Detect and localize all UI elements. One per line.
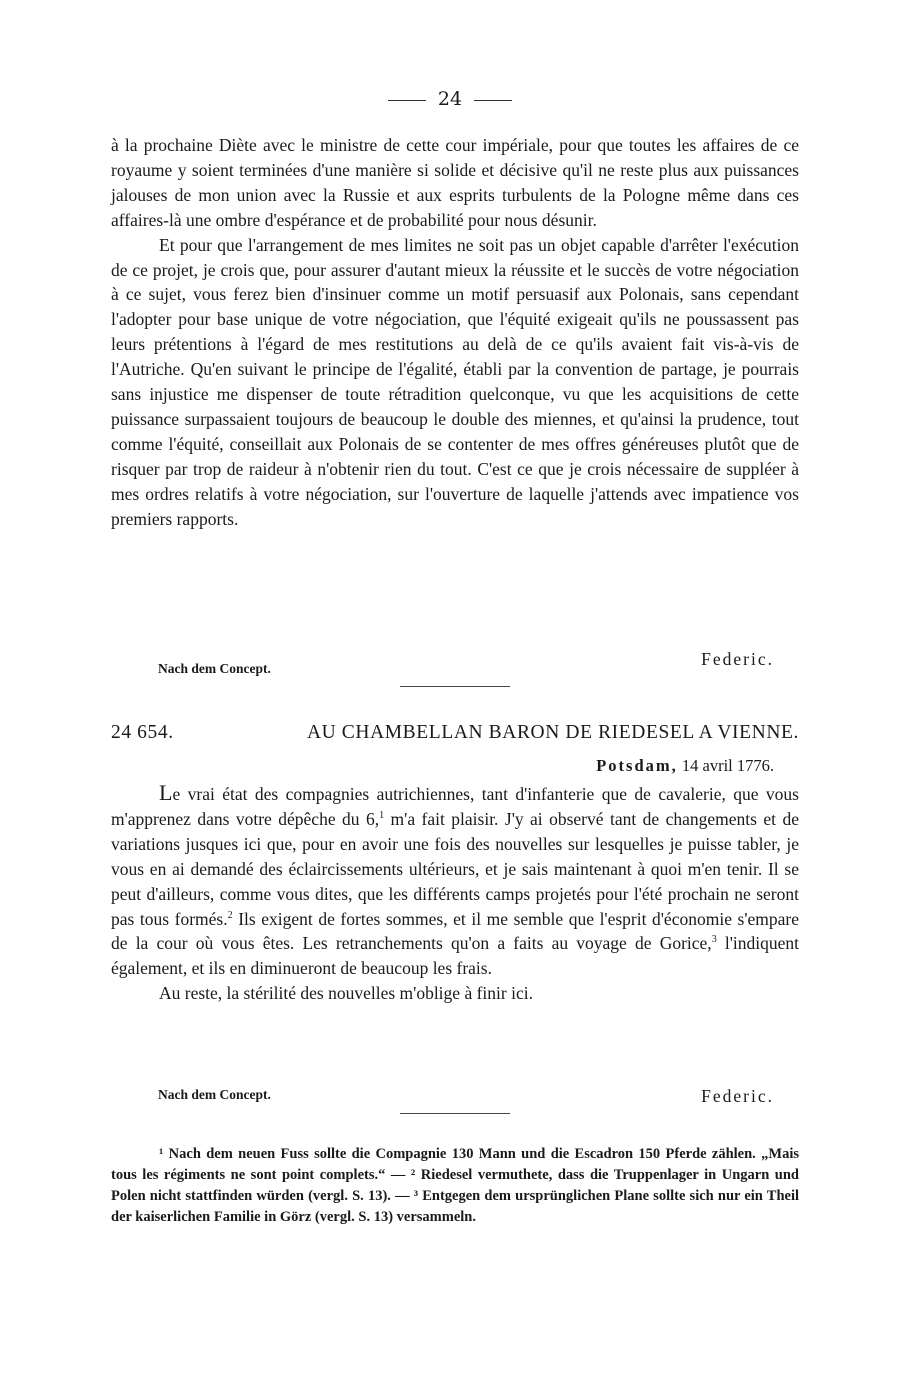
header-rule-right	[474, 100, 512, 101]
letter-paragraph-1-part-b: m'a fait plaisir. J'y ai observé tant de changements et de variations jusques ici que, pour en avoir une fois des nouvelles sur lesquelles je puisse tabler, je vous en ai demandé des éclaircissements ultérieurs, et je sais maintenant à quoi m'en tenir. Il se peut d'ailleurs, comme vous dites, que les différents camps projetés pour l'été prochain ne seront pas tous formés.	[111, 808, 799, 929]
page-number: 24	[437, 88, 463, 110]
previous-letter-paragraph-1: à la prochaine Diète avec le ministre de cette cour impériale, pour que toutes les affaires de ce royaume y soient terminées d'une manière si solide et décisive qu'il ne reste plus aux puissances jalouses de mon union avec la Russie et aux esprits turbulents de la Pologne même dans ces affaires-là une ombre d'espérance et de probabilité pour nous désunir.	[111, 135, 799, 230]
previous-letter-body	[111, 133, 799, 532]
letter-paragraph-1	[111, 781, 799, 981]
footnote-ref-3: 3	[711, 934, 717, 946]
letter-signature: Federic.	[701, 1086, 774, 1106]
letter-date: 14 avril 1776.	[681, 756, 774, 775]
footnote-ref-1: 1	[379, 810, 385, 822]
letter-body	[111, 781, 799, 1006]
letter-paragraph-1-part-c: Ils exigent de fortes sommes, et il me semble que l'esprit d'économie s'empare de la cour où vous êtes. Les retranchements qu'on a faits au voyage de Gorice,	[111, 908, 799, 954]
letter-heading	[111, 722, 799, 744]
letter-title: AU CHAMBELLAN BARON DE RIEDESEL A VIENNE.	[306, 722, 799, 743]
footnotes	[111, 1144, 799, 1228]
footnote-ref-2: 2	[227, 909, 233, 921]
letter-place: Potsdam,	[596, 756, 678, 775]
letter-paragraph-1-part-a: Le vrai état des compagnies autrichiennes, tant d'infanterie que de cavalerie, que vous m'apprenez dans votre dépêche du 6,	[111, 780, 799, 829]
letter-separator	[400, 686, 510, 687]
footnote-separator	[400, 1113, 510, 1114]
letter-source-note: Nach dem Concept.	[158, 1087, 271, 1102]
page-header	[0, 88, 900, 110]
previous-letter-source-note: Nach dem Concept.	[158, 661, 271, 676]
previous-letter-paragraph-2: Et pour que l'arrangement de mes limites ne soit pas un objet capable d'arrêter l'exécution de ce projet, je crois que, pour assurer d'autant mieux la réussite et le succès de votre négociation à ce sujet, vous ferez bien d'insinuer comme un motif persuasif aux Polonais, sans cependant l'adopter pour base unique de votre négociation, que l'équité exigeait qu'ils ne poussassent pas leurs prétentions à l'égard de mes restitutions au delà de ce qu'ils avaient fait vis-à-vis de l'Autriche. Qu'en suivant le principe de l'égalité, établi par la convention de partage, je pourrais sans injustice me dispenser de toute rétradition quelconque, vu que les acquisitions de cette puissance surpassaient toujours de beaucoup le double des miennes, et qu'ainsi la prudence, tout comme l'équité, conseillait aux Polonais de se contenter de mes offres généreuses plutôt que de risquer par trop de raideur à n'obtenir rien du tout. C'est ce que je crois nécessaire de suppléer à mes ordres relatifs à votre négociation, sur l'ouverture de laquelle j'attends avec impatience vos premiers rapports.	[111, 234, 799, 529]
letter-dateline	[596, 756, 774, 776]
letter-number: 24 654.	[111, 722, 174, 743]
letter-paragraph-1-part-d: l'indiquent également, et ils en diminueront de beaucoup les frais.	[111, 933, 799, 979]
previous-letter-signature: Federic.	[701, 649, 774, 669]
footnotes-text: ¹ Nach dem neuen Fuss sollte die Compagnie 130 Mann und die Escadron 150 Pferde zählen. „Mais tous les régiments ne sont point complets.“ — ² Riedesel vermuthete, dass die Truppenlager in Ungarn und Polen nicht stattfinden würden (vergl. S. 13). — ³ Entgegen dem ursprünglichen Plane sollte sich nur ein Theil der kaiserlichen Familie in Görz (vergl. S. 13) versammeln.	[111, 1146, 799, 1225]
letter-paragraph-2: Au reste, la stérilité des nouvelles m'oblige à finir ici.	[159, 983, 533, 1004]
header-rule-left	[388, 100, 426, 101]
